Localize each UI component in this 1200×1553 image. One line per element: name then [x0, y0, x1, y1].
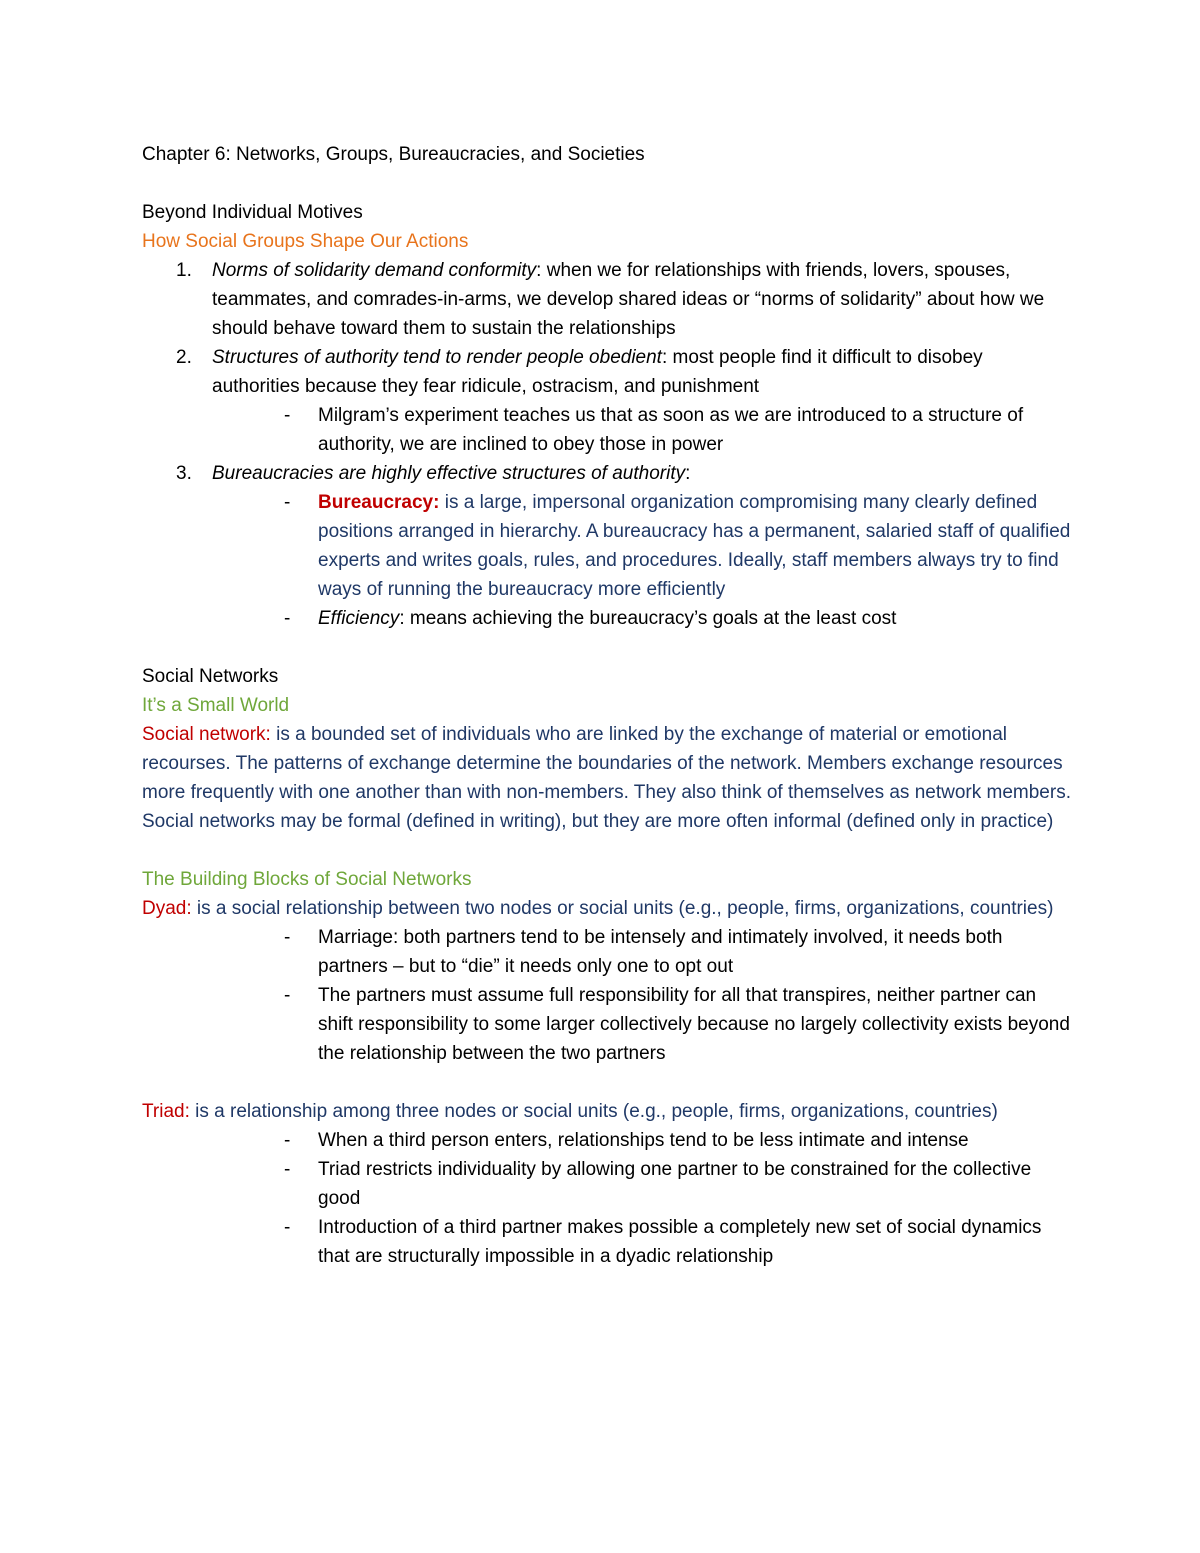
list-text: : most people find it difficult to disobey authorities because they fear ridicule, ostracism, and punishment: [212, 347, 983, 397]
page-title: Chapter 6: Networks, Groups, Bureaucracies, and Societies: [142, 144, 645, 165]
term-dyad: Dyad:: [142, 898, 192, 919]
dash-list-triad: [142, 1126, 1072, 1271]
dash-item: [142, 923, 1072, 981]
list-number: 1.: [176, 260, 192, 281]
dash-text: When a third person enters, relationships tend to be less intimate and intense: [318, 1130, 969, 1151]
dash-text: Triad restricts individuality by allowing one partner to be constrained for the collective good: [318, 1159, 1032, 1209]
dash-item: [212, 488, 1072, 604]
term-social-network: Social network:: [142, 724, 271, 745]
section-heading-social-networks: Social Networks: [142, 666, 279, 687]
dash-item: [142, 1126, 1072, 1155]
list-term: Norms of solidarity demand conformity: [212, 260, 537, 281]
dash-text: Introduction of a third partner makes possible a completely new set of social dynamics that are structurally impossible in a dyadic relationship: [318, 1217, 1042, 1267]
definition-triad: is a relationship among three nodes or social units (e.g., people, firms, organizations, countries): [189, 1101, 998, 1122]
list-item: [142, 256, 1072, 343]
dash-list: [212, 401, 1072, 459]
dash-text: Marriage: both partners tend to be intensely and intimately involved, it needs both partners – but to “die” it needs only one to opt out: [318, 927, 1003, 977]
list-text: :: [685, 463, 691, 484]
dash-bullet: -: [284, 1159, 291, 1180]
dash-text: Milgram’s experiment teaches us that as soon as we are introduced to a structure of authority, we are inclined to obey those in power: [318, 405, 1024, 455]
list-item: [142, 343, 1072, 459]
list-item: [142, 459, 1072, 633]
dash-item: [212, 604, 1072, 633]
dash-bullet: -: [284, 492, 291, 513]
term-triad: Triad:: [142, 1101, 190, 1122]
dash-bullet: -: [284, 1130, 291, 1151]
definition-dyad: is a social relationship between two nodes or social units (e.g., people, firms, organizations, countries): [191, 898, 1054, 919]
subheading-social-groups: How Social Groups Shape Our Actions: [142, 231, 469, 252]
list-term: Structures of authority tend to render people obedient: [212, 347, 662, 368]
definition-bureaucracy: is a large, impersonal organization compromising many clearly defined positions arranged in hierarchy. A bureaucracy has a permanent, salaried staff of qualified experts and writes goals, rules, and procedures. Ideally, staff members always try to find ways of running the bureaucracy more efficiently: [318, 492, 1071, 600]
dash-bullet: -: [284, 405, 291, 426]
dash-bullet: -: [284, 985, 291, 1006]
list-number: 2.: [176, 347, 192, 368]
numbered-list: [142, 256, 1072, 633]
definition-efficiency: : means achieving the bureaucracy’s goals at the least cost: [399, 608, 897, 629]
list-text: : when we for relationships with friends, lovers, spouses, teammates, and comrades-in-arms, we develop shared ideas or “norms of solidarity” about how we should behave toward them to sustain the relationships: [212, 260, 1045, 339]
dash-item: [142, 1213, 1072, 1271]
spacer: [142, 836, 1072, 865]
list-number: 3.: [176, 463, 192, 484]
definition-social-network: is a bounded set of individuals who are linked by the exchange of material or emotional recourses. The patterns of exchange determine the boundaries of the network. Members exchange resources more frequently with one another than with non-members. They also think of themselves as network members. Social networks may be formal (defined in writing), but they are more often informal (defined only in practice): [142, 724, 1071, 832]
list-term: Bureaucracies are highly effective structures of authority: [212, 463, 686, 484]
term-efficiency: Efficiency: [318, 608, 400, 629]
document-page: [142, 140, 1072, 1271]
term-bureaucracy: Bureaucracy:: [318, 492, 440, 513]
dash-bullet: -: [284, 608, 291, 629]
subheading-building-blocks: The Building Blocks of Social Networks: [142, 869, 472, 890]
paragraph-dyad: [142, 894, 1072, 923]
dash-item: [212, 401, 1072, 459]
spacer: [142, 633, 1072, 662]
paragraph-triad: [142, 1097, 1072, 1126]
dash-bullet: -: [284, 1217, 291, 1238]
spacer: [142, 1068, 1072, 1097]
section-heading-beyond-individual-motives: Beyond Individual Motives: [142, 202, 363, 223]
dash-list: [212, 488, 1072, 633]
dash-item: [142, 981, 1072, 1068]
dash-item: [142, 1155, 1072, 1213]
subheading-small-world: It’s a Small World: [142, 695, 290, 716]
dash-bullet: -: [284, 927, 291, 948]
dash-text: The partners must assume full responsibility for all that transpires, neither partner can shift responsibility to some larger collectively because no largely collectivity exists beyond the relationship between the two partners: [318, 985, 1070, 1064]
paragraph-social-network: [142, 720, 1072, 836]
dash-list-dyad: [142, 923, 1072, 1068]
